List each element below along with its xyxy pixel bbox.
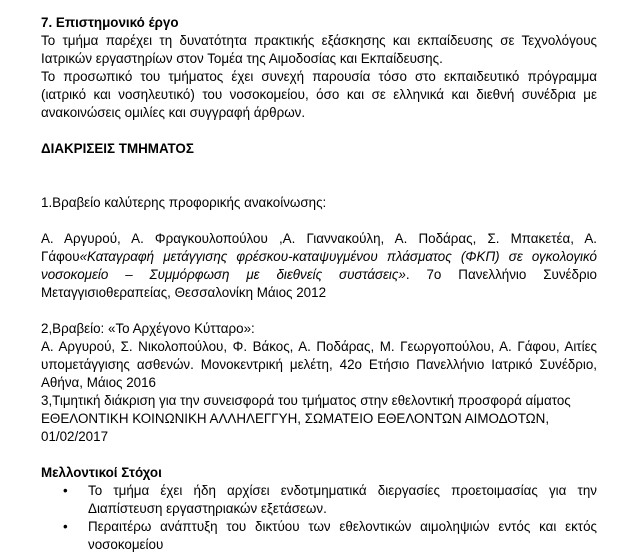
- award-1-work-title: «Καταγραφή μετάγγισης φρέσκου-καταψυγμένου πλάσματος (ΦΚΠ) σε ογκολογικό νοσοκομείο – Συμμόρφωση με διεθνείς συστάσεις»: [41, 249, 597, 282]
- spacer: [41, 212, 597, 230]
- list-item-text: Περαιτέρω ανάπτυξη του δικτύου των εθελοντικών αιμοληψιών εντός και εκτός νοσοκομείου: [88, 519, 597, 552]
- award-2-body: Α. Αργυρού, Σ. Νικολοπούλου, Φ. Βάκος, Α. Ποδάρας, Μ. Γεωργοπούλου, Α. Γάφου, Αιτίες υπομετάγγισης ασθενών. Μονοκεντρική μελέτη, 42ο Ετήσιο Πανελλήνιο Ιατρικό Συνέδριο, Αθήνα, Μάιος 2016: [41, 339, 597, 390]
- awards-title: ΔΙΑΚΡΙΣΕΙΣ ΤΜΗΜΑΤΟΣ: [41, 141, 194, 156]
- section-7-paragraph-1: Το τμήμα παρέχει τη δυνατότητα πρακτικής εξάσκησης και εκπαίδευσης σε Τεχνολόγους Ιατρικών εργαστηρίων στον Τομέα της Αιμοδοσίας και Εκπαίδευσης.: [41, 33, 597, 66]
- award-1-citation: [41, 230, 597, 302]
- list-item: [41, 482, 597, 518]
- list-item-text: Το τμήμα έχει ήδη αρχίσει ενδοτμηματικά διεργασίες προετοιμασίας για την Διαπίστευση εργαστηριακών εξετάσεων.: [88, 483, 597, 516]
- spacer: [41, 122, 597, 140]
- spacer: [41, 158, 597, 176]
- award-3-body: ΕΘΕΛΟΝΤΙΚΗ ΚΟΙΝΩΝΙΚΗ ΑΛΛΗΛΕΓΓΥΗ, ΣΩΜΑΤΕΙΟ ΕΘΕΛΟΝΤΩΝ ΑΙΜΟΔΟΤΩΝ, 01/02/2017: [41, 411, 550, 444]
- award-1-heading: 1.Βραβείο καλύτερης προφορικής ανακοίνωσης:: [41, 195, 327, 210]
- document-page: [41, 14, 597, 554]
- spacer: [41, 176, 597, 194]
- award-3-heading: 3,Τιμητική διάκριση για την συνεισφορά του τμήματος στην εθελοντική προσφορά αίματος: [41, 393, 571, 408]
- bullet-icon: •: [63, 519, 68, 534]
- spacer: [41, 302, 597, 320]
- award-2-heading: 2,Βραβείο: «Το Αρχέγονο Κύτταρο»:: [41, 321, 255, 336]
- future-goals-list: [41, 482, 597, 554]
- future-goals-title: Μελλοντικοί Στόχοι: [41, 465, 162, 480]
- section-7-title: 7. Επιστημονικό έργο: [41, 15, 179, 30]
- award-1-venue: . 7ο Πανελλήνιο Συνέδριο Μεταγγισιοθεραπείας, Θεσσαλονίκη Μάιος 2012: [41, 267, 597, 300]
- list-item: [41, 518, 597, 554]
- section-7-paragraph-2: Το προσωπικό του τμήματος έχει συνεχή παρουσία τόσο στο εκπαιδευτικό πρόγραμμα (ιατρικό και νοσηλευτικό) του νοσοκομείου, όσο και σε ελληνικά και διεθνή συνέδρια με ανακοινώσεις ομιλίες και συγγραφή άρθρων.: [41, 69, 597, 120]
- bullet-icon: •: [63, 483, 68, 498]
- award-1-authors: Α. Αργυρού, Α. Φραγκουλοπούλου ,Α. Γιαννακούλη, Α. Ποδάρας, Σ. Μπακετέα, Α. Γάφου: [41, 231, 597, 264]
- spacer: [41, 446, 597, 464]
